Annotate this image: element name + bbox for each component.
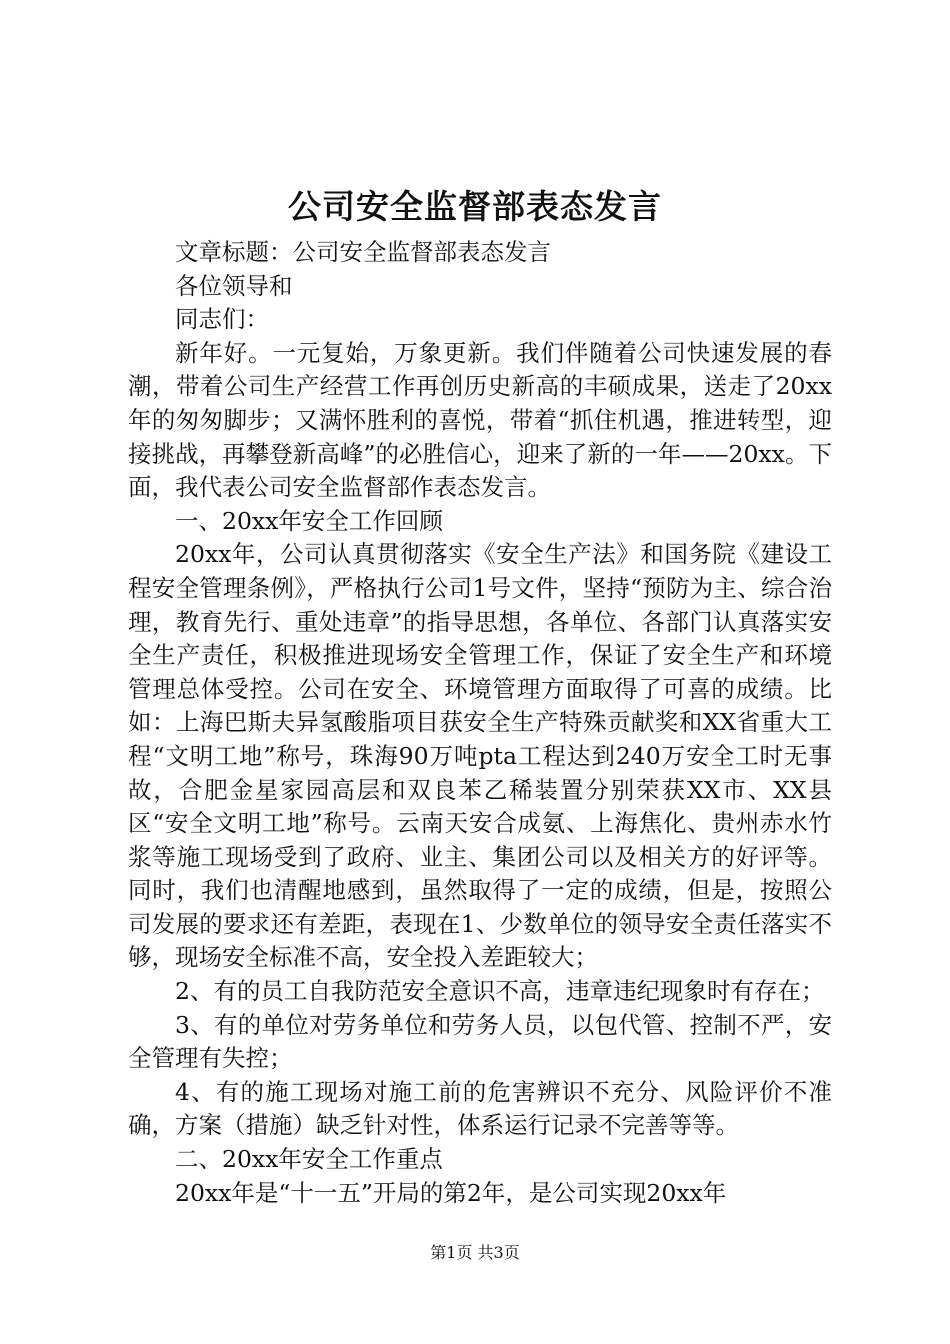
paragraph-article-title: 文章标题：公司安全监督部表态发言 xyxy=(175,238,551,266)
document-title: 公司安全监督部表态发言 xyxy=(288,187,662,226)
section-heading-review: 一、20xx年安全工作回顾 xyxy=(175,506,443,535)
paragraph-focus: 20xx年是“十一五”开局的第2年，是公司实现20xx年 xyxy=(175,1178,727,1207)
paragraph-new-year: 新年好。一元复始，万象更新。我们伴随着公司快速发展的春潮，带着公司生产经营工作再创历史新高的丰硕成果，送走了20xx年的匆匆脚步；又满怀胜利的喜悦，带着“抓住机遇，推进转型，迎接挑战，再攀登新高峰”的必胜信心，迎来了新的一年——20xx。下面，我代表公司安全监督部作表态发言。 xyxy=(128,338,832,502)
document-body xyxy=(128,236,832,1210)
section-heading-focus: 二、20xx年安全工作重点 xyxy=(175,1145,443,1174)
paragraph-greeting-1: 各位领导和 xyxy=(175,271,293,300)
paragraph-issue-3: 3、有的单位对劳务单位和劳务人员，以包代管、控制不严，安全管理有失控； xyxy=(128,1010,832,1073)
paragraph-review: 20xx年，公司认真贯彻落实《安全生产法》和国务院《建设工程安全管理条例》，严格执行公司1号文件，坚持“预防为主、综合治理，教育先行、重处违章”的指导思想，各单位、各部门认真落实安全生产责任，积极推进现场安全管理工作，保证了安全生产和环境管理总体受控。公司在安全、环境管理方面取得了可喜的成绩。比如：上海巴斯夫异氢酸脂项目获安全生产特殊贡献奖和XX省重大工程“文明工地”称号，珠海90万吨pta工程达到240万安全工时无事故，合肥金星家园高层和双良苯乙稀装置分别荣获XX市、XX县区“安全文明工地”称号。云南天安合成氨、上海焦化、贵州赤水竹浆等施工现场受到了政府、业主、集团公司以及相关方的好评等。同时，我们也清醒地感到，虽然取得了一定的成绩，但是，按照公司发展的要求还有差距，表现在1、少数单位的领导安全责任落实不够，现场安全标准不高，安全投入差距较大； xyxy=(128,540,832,972)
page-footer: 第1页 共3页 xyxy=(430,1243,520,1262)
paragraph-issue-4: 4、有的施工现场对施工前的危害辨识不充分、风险评价不准确，方案（措施）缺乏针对性，体系运行记录不完善等等。 xyxy=(128,1077,832,1140)
paragraph-issue-2: 2、有的员工自我防范安全意识不高，违章违纪现象时有存在； xyxy=(175,977,825,1006)
paragraph-greeting-2: 同志们： xyxy=(175,305,269,334)
